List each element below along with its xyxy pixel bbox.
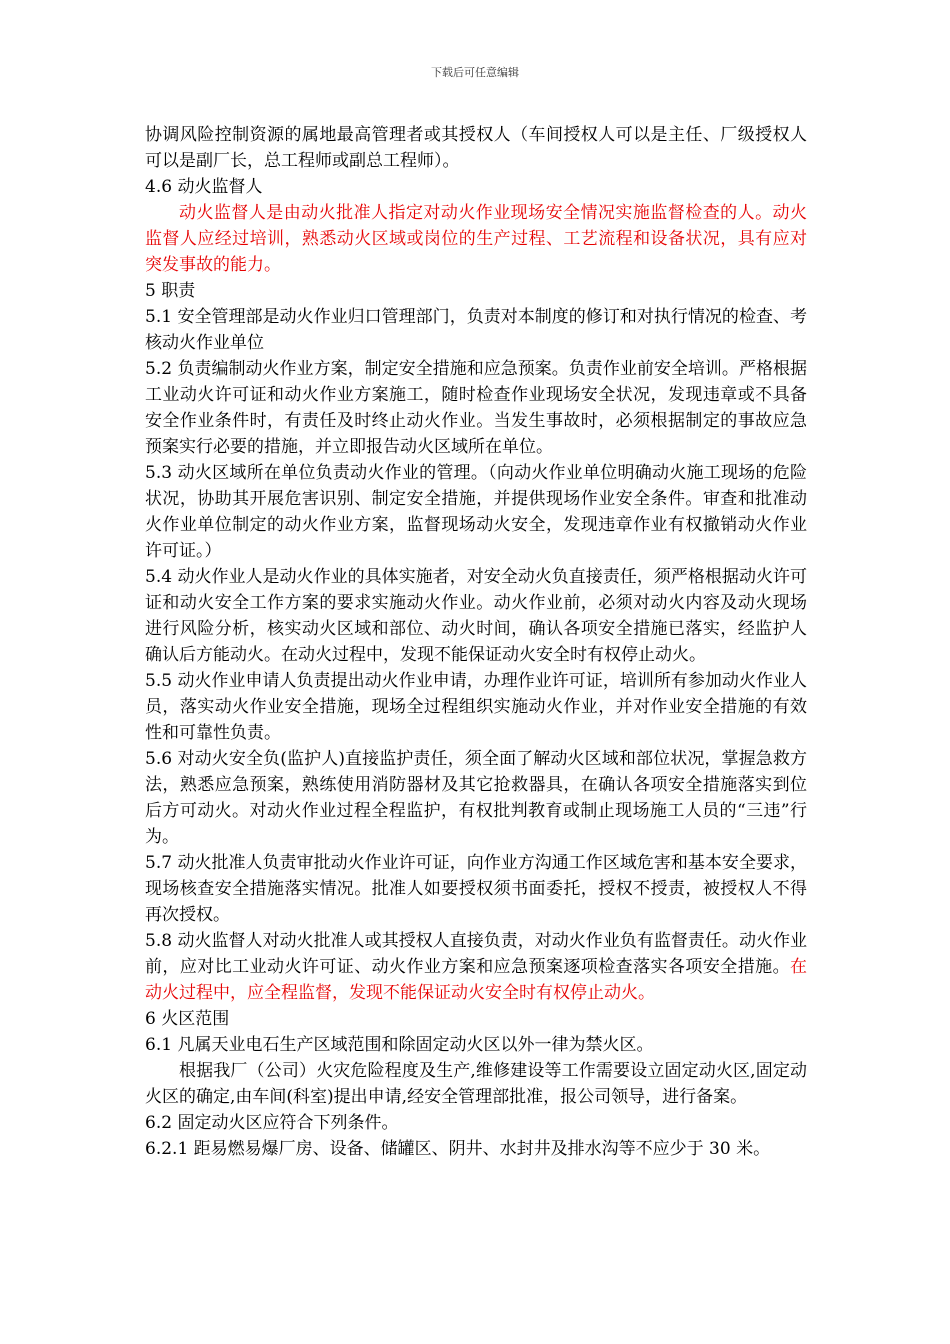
- page-header: 下载后可任意编辑: [431, 66, 519, 79]
- paragraph-5-5: 5.5 动火作业申请人负责提出动火作业申请，办理作业许可证，培训所有参加动火作业人员，落实动火作业安全措施，现场全过程组织实施动火作业，并对作业安全措施的有效性和可靠性负责。: [145, 671, 807, 743]
- heading-6: 6 火区范围: [145, 1009, 230, 1029]
- paragraph-intro: 协调风险控制资源的属地最高管理者或其授权人（车间授权人可以是主任、厂级授权人可以是副厂长，总工程师或副总工程师）。: [145, 125, 807, 171]
- paragraph-5-8-highlight: 在动火过程中，应全程监督，发现不能保证动火安全时有权停止动火。: [145, 957, 807, 1003]
- paragraph-4-6: 动火监督人是由动火批准人指定对动火作业现场安全情况实施监督检查的人。动火监督人应经过培训，熟悉动火区域或岗位的生产过程、工艺流程和设备状况，具有应对突发事故的能力。: [145, 203, 807, 275]
- paragraph-5-2: 5.2 负责编制动火作业方案，制定安全措施和应急预案。负责作业前安全培训。严格根据工业动火许可证和动火作业方案施工，随时检查作业现场安全状况，发现违章或不具备安全作业条件时，有责任及时终止动火作业。当发生事故时，必须根据制定的事故应急预案实行必要的措施，并立即报告动火区域所在单位。: [145, 359, 807, 457]
- paragraph-5-8-text: 5.8 动火监督人对动火批准人或其授权人直接负责，对动火作业负有监督责任。动火作业前，应对比工业动火许可证、动火作业方案和应急预案逐项检查落实各项安全措施。: [145, 931, 807, 977]
- paragraph-5-7: 5.7 动火批准人负责审批动火作业许可证，向作业方沟通工作区域危害和基本安全要求，现场核查安全措施落实情况。批准人如要授权须书面委托，授权不授责，被授权人不得再次授权。: [145, 853, 807, 925]
- document-body: [145, 122, 807, 1162]
- paragraph-6-2-1: 6.2.1 距易燃易爆厂房、设备、储罐区、阴井、水封井及排水沟等不应少于 30 米。: [145, 1139, 771, 1159]
- heading-4-6: 4.6 动火监督人: [145, 177, 263, 197]
- paragraph-5-1: 5.1 安全管理部是动火作业归口管理部门，负责对本制度的修订和对执行情况的检查、考核动火作业单位: [145, 307, 807, 353]
- paragraph-6-1-detail: 根据我厂（公司）火灾危险程度及生产,维修建设等工作需要设立固定动火区,固定动火区的确定,由车间(科室)提出申请,经安全管理部批准，报公司领导，进行备案。: [145, 1061, 807, 1107]
- paragraph-5-6: 5.6 对动火安全负(监护人)直接监护责任，须全面了解动火区域和部位状况，掌握急救方法，熟悉应急预案，熟练使用消防器材及其它抢救器具，在确认各项安全措施落实到位后方可动火。对动火作业过程全程监护，有权批判教育或制止现场施工人员的“三违”行为。: [145, 749, 807, 847]
- paragraph-5-4: 5.4 动火作业人是动火作业的具体实施者，对安全动火负直接责任，须严格根据动火许可证和动火安全工作方案的要求实施动火作业。动火作业前，必须对动火内容及动火现场进行风险分析，核实动火区域和部位、动火时间，确认各项安全措施已落实，经监护人确认后方能动火。在动火过程中，发现不能保证动火安全时有权停止动火。: [145, 567, 807, 665]
- paragraph-6-1: 6.1 凡属天业电石生产区域范围和除固定动火区以外一律为禁火区。: [145, 1035, 654, 1055]
- heading-5: 5 职责: [145, 281, 196, 301]
- paragraph-6-2: 6.2 固定动火区应符合下列条件。: [145, 1113, 399, 1133]
- paragraph-5-3: 5.3 动火区域所在单位负责动火作业的管理。（向动火作业单位明确动火施工现场的危险状况，协助其开展危害识别、制定安全措施，并提供现场作业安全条件。审查和批准动火作业单位制定的动火作业方案，监督现场动火安全，发现违章作业有权撤销动火作业许可证。）: [145, 463, 807, 561]
- paragraph-5-8: [145, 928, 807, 1006]
